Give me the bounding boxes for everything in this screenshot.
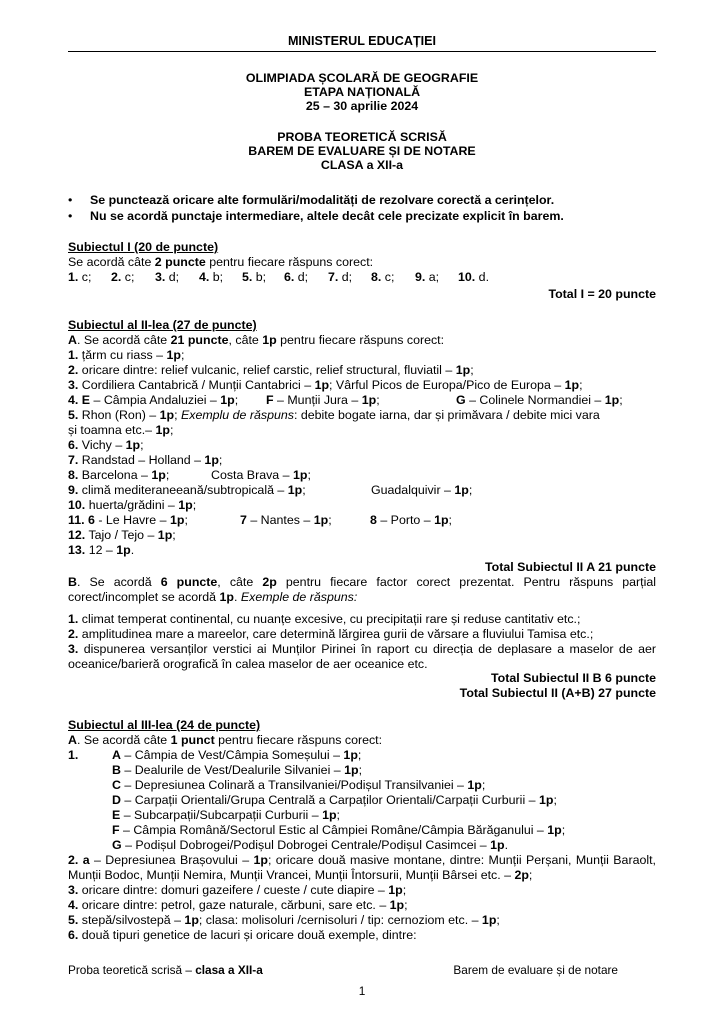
answer-line: 6. două tipuri genetice de lacuri și oricare două exemple, dintre:	[68, 928, 417, 942]
exam-type: PROBA TEORETICĂ SCRISĂ	[277, 130, 447, 144]
rule-text: Se punctează oricare alte formulări/modalități de rezolvare corectă a cerințelor.	[90, 193, 555, 207]
subject-2-heading: Subiectul al II-lea (27 de puncte)	[68, 318, 257, 332]
answer-line: 7. Randstad – Holland – 1p;	[68, 453, 223, 467]
subject-2a-total: Total Subiectul II A 21 puncte	[485, 560, 656, 574]
page-number: 1	[358, 984, 366, 998]
answer-line: 1. țărm cu riass – 1p;	[68, 348, 185, 362]
scoring-title: BAREM DE EVALUARE ȘI DE NOTARE	[248, 144, 476, 158]
dates: 25 – 30 aprilie 2024	[305, 99, 419, 113]
answer-line: 12. Tajo / Tejo – 1p;	[68, 528, 176, 542]
subject-3-heading: Subiectul al III-lea (24 de puncte)	[68, 718, 261, 732]
footer-right: Barem de evaluare și de notare	[453, 963, 618, 977]
bullet-icon: •	[68, 209, 73, 223]
answer-line: 4. oricare dintre: petrol, gaze naturale, cărbuni, sare etc. – 1p;	[68, 898, 408, 912]
rule-bullet	[68, 209, 656, 224]
stage-title: ETAPA NAȚIONALĂ	[303, 85, 421, 99]
answer-line: 1. climat temperat continental, cu nuanțe excesive, cu precipitații rare și reduse cantitativ etc.;	[68, 612, 581, 626]
answer-line: 2. oricare dintre: relief vulcanic, relief carstic, relief structural, fluviatil – 1p;	[68, 363, 474, 377]
answer-line: 3. dispunerea versanților verstici ai Munților Pirinei în raport cu direcția de deplasare a maselor de aer oceanice/barieră orografică în calea maselor de aer oceanice etc.	[68, 642, 656, 671]
subject-2b-intro: B. Se acordă 6 puncte, câte 2p pentru fiecare factor corect prezentat. Pentru răspuns parțial corect/incomplet se acordă 1p. Exemple de răspuns:	[68, 575, 656, 604]
footer-left: Proba teoretică scrisă – clasa a XII-a	[68, 963, 263, 977]
answer-line: 2. a – Depresiunea Brașovului – 1p; oricare două masive montane, dintre: Munții Perșani, Munții Baraolt, Munții Bodoc, Munții Nemira, Munții Vrancei, Munții Întorsurii, Munții Bârsei etc. – 2p;	[68, 853, 656, 882]
subject-2b-total: Total Subiectul II B 6 puncte	[491, 671, 656, 685]
document-page: MINISTERUL EDUCAȚIEI OLIMPIADA ȘCOLARĂ DE GEOGRAFIE ETAPA NAȚIONALĂ 25 – 30 aprilie 2024 PROBA TEORETICĂ SCRISĂ BAREM DE EVALUARE ȘI DE NOTARE CLASA a XII-a • Se punctează oricare alte formulări/modalități de rezolvare corectă a cerințelor. • Nu se acordă punctaje intermediare, altele decât cele precizate explicit în barem. Subiectul I (20 de puncte) Se acordă câte 2 puncte pentru fiecare răspuns corect: 1. c; 2. c; 3. d; 4. b; 5. b; 6. d; 7. d; 8. c; 9. a; 10. d. Total I = 20 puncte Subiectul al II-lea (27 de puncte) A. Se acordă câte 21 puncte, câte 1p pentru fiecare răspuns corect: 1. țărm cu riass – 1p; 2. oricare dintre: relief vulcanic, relief carstic, relief structural, fluviatil – 1p; 3. Cordiliera Cantabrică / Munții Cantabrici – 1p; Vârful Picos de Europa/Pico de Europa – 1p; 4. E – Câmpia Andaluziei – 1p; F – Munții Jura – 1p; G – Colinele Normandiei – 1p; 5. Rhon (Ron) – 1p; Exemplu de răspuns: debite bogate iarna, dar și primăvara / debite mici vara și toamna etc.– 1p; 6. Vichy – 1p; 7. Randstad – Holland – 1p; 8. Barcelona – 1p; Costa Brava – 1p; 9. climă mediteraneeană/subtropicală – 1p; Guadalquivir – 1p; 10. huerta/grădini – 1p; 11. 6 - Le Havre – 1p; 7 – Nantes – 1p; 8 – Porto – 1p; 12. Tajo / Tejo – 1p; 13. 12 – 1p. Total Subiectul II A 21 puncte B. Se acordă 6 puncte, câte 2p pentru fiecare factor corect prezentat. Pentru răspuns parțial corect/incomplet se acordă 1p. Exemple de răspuns: 1. climat temperat continental, cu nuanțe excesive, cu precipitații rare și reduse cantitativ etc.; 2. amplitudinea mare a mareelor, care determină lărgirea gurii de vărsare a fluviului Tamisa etc.; 3. dispunerea versanților verstici ai Munților Pirinei în raport cu direcția de deplasare a maselor de aer oceanice/barieră orografică în calea maselor de aer oceanice etc. Total Subiectul II B 6 puncte Total Subiectul II (A+B) 27 puncte Subiectul al III-lea (24 de puncte) A. Se acordă câte 1 punct pentru fiecare răspuns corect: 1. A – Câmpia de Vest/Câmpia Someșului – 1p; B – Dealurile de Vest/Dealurile Silvaniei – 1p; C – Depresiunea Colinară a Transilvaniei/Podișul Transilvaniei – 1p; D – Carpații Orientali/Grupa Centrală a Carpaților Orientali/Carpații Curburii – 1p; E – Subcarpații/Subcarpații Curburii – 1p; F – Câmpia Română/Sectorul Estic al Câmpiei Române/Câmpia Bărăganului – 1p; G – Podișul Dobrogei/Podișul Dobrogei Centrale/Podișul Casimcei – 1p. 2. a – Depresiunea Brașovului – 1p; oricare două masive montane, dintre: Munții Perșani, Munții Baraolt, Munții Bodoc, Munții Nemira, Munții Vrancei, Munții Întorsurii, Munții Bârsei etc. – 2p; 3. oricare dintre: domuri gazeifere / cueste / cute diapire – 1p; 4. oricare dintre: petrol, gaze naturale, cărbuni, sare etc. – 1p; 5. stepă/silvostepă – 1p; clasa: molisoluri /cernisoluri / tip: cernoziom etc. – 1p; 6. două tipuri genetice de lacuri și oricare două exemple, dintre: Proba teoretică scrisă – clasa a XII-a Barem de evaluare și de notare 1	[0, 0, 724, 1024]
subject-2a-intro: A. Se acordă câte 21 puncte, câte 1p pentru fiecare răspuns corect:	[68, 333, 445, 347]
subject-1-heading: Subiectul I (20 de puncte)	[68, 240, 219, 254]
subject-2-total: Total Subiectul II (A+B) 27 puncte	[459, 686, 656, 700]
bullet-icon: •	[68, 193, 73, 207]
answer-line: 10. huerta/grădini – 1p;	[68, 498, 197, 512]
subject-1-intro: Se acordă câte 2 puncte pentru fiecare răspuns corect:	[68, 255, 374, 269]
answer-line: 5. Rhon (Ron) – 1p; Exemplu de răspuns: debite bogate iarna, dar și primăvara / debite mici vara	[68, 408, 600, 422]
answer-line: 3. oricare dintre: domuri gazeifere / cueste / cute diapire – 1p;	[68, 883, 407, 897]
rule-text: Nu se acordă punctaje intermediare, altele decât cele precizate explicit în barem.	[90, 209, 564, 223]
olympiad-title: OLIMPIADA ȘCOLARĂ DE GEOGRAFIE	[245, 71, 479, 85]
answer-line: 3. Cordiliera Cantabrică / Munții Cantabrici – 1p; Vârful Picos de Europa/Pico de Europa – 1p;	[68, 378, 583, 392]
header-rule	[68, 51, 656, 52]
ministry-header: MINISTERUL EDUCAȚIEI	[287, 34, 437, 48]
class-title: CLASA a XII-a	[320, 158, 404, 172]
answer-line: și toamna etc.– 1p;	[68, 423, 174, 437]
answer-line: 6. Vichy – 1p;	[68, 438, 144, 452]
answer-line: 13. 12 – 1p.	[68, 543, 135, 557]
rule-bullet	[68, 193, 656, 208]
answer-line: 5. stepă/silvostepă – 1p; clasa: molisoluri /cernisoluri / tip: cernoziom etc. – 1p;	[68, 913, 500, 927]
answer-line: 2. amplitudinea mare a mareelor, care determină lărgirea gurii de vărsare a fluviului Tamisa etc.;	[68, 627, 594, 641]
subject-3a-intro: A. Se acordă câte 1 punct pentru fiecare răspuns corect:	[68, 733, 383, 747]
subject-1-total: Total I = 20 puncte	[548, 287, 656, 301]
